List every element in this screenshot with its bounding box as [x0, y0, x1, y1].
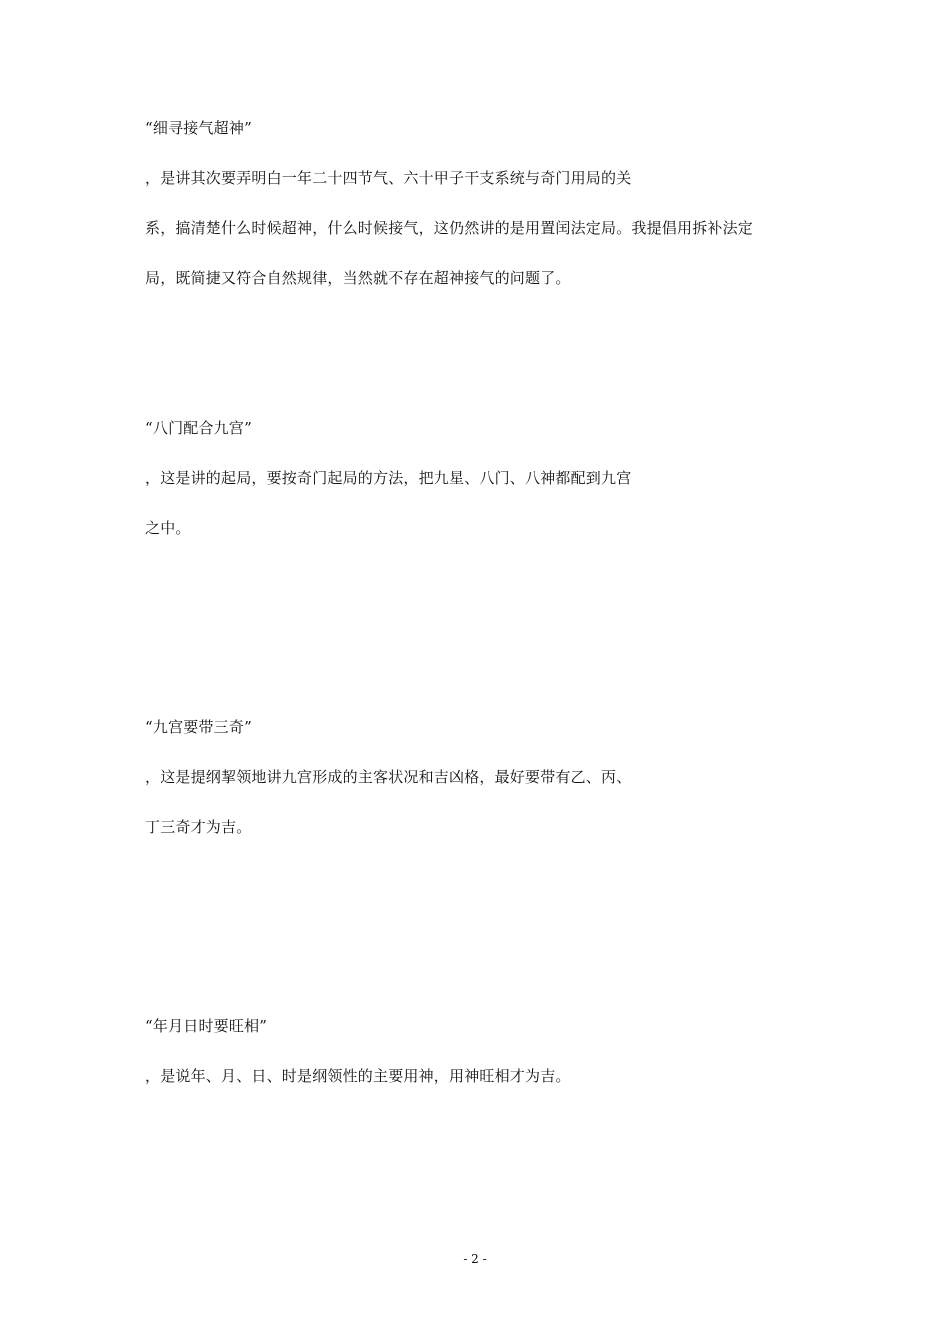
section-2-line-2: 之中。	[145, 519, 191, 537]
section-2-heading: “八门配合九宫”	[145, 419, 252, 437]
page-number: - 2 -	[463, 1252, 487, 1266]
section-1-line-2: 系，搞清楚什么时候超神，什么时候接气，这仍然讲的是用置闰法定局。我提倡用拆补法定	[145, 219, 754, 237]
section-1-line-3: 局，既简捷又符合自然规律，当然就不存在超神接气的问题了。	[145, 269, 571, 287]
section-3-line-1: ，这是提纲挈领地讲九宫形成的主客状况和吉凶格，最好要带有乙、丙、	[145, 768, 632, 786]
section-3-heading: “九宫要带三奇”	[145, 718, 252, 736]
section-4-line-1: ，是说年、月、日、时是纲领性的主要用神，用神旺相才为吉。	[145, 1067, 571, 1085]
section-1-heading: “细寻接气超神”	[145, 119, 252, 137]
section-3-line-2: 丁三奇才为吉。	[145, 818, 252, 836]
section-4-heading: “年月日时要旺相”	[145, 1017, 268, 1035]
section-1-line-1: ，是讲其次要弄明白一年二十四节气、六十甲子干支系统与奇门用局的关	[145, 169, 632, 187]
section-2-line-1: ，这是讲的起局，要按奇门起局的方法，把九星、八门、八神都配到九宫	[145, 469, 632, 487]
